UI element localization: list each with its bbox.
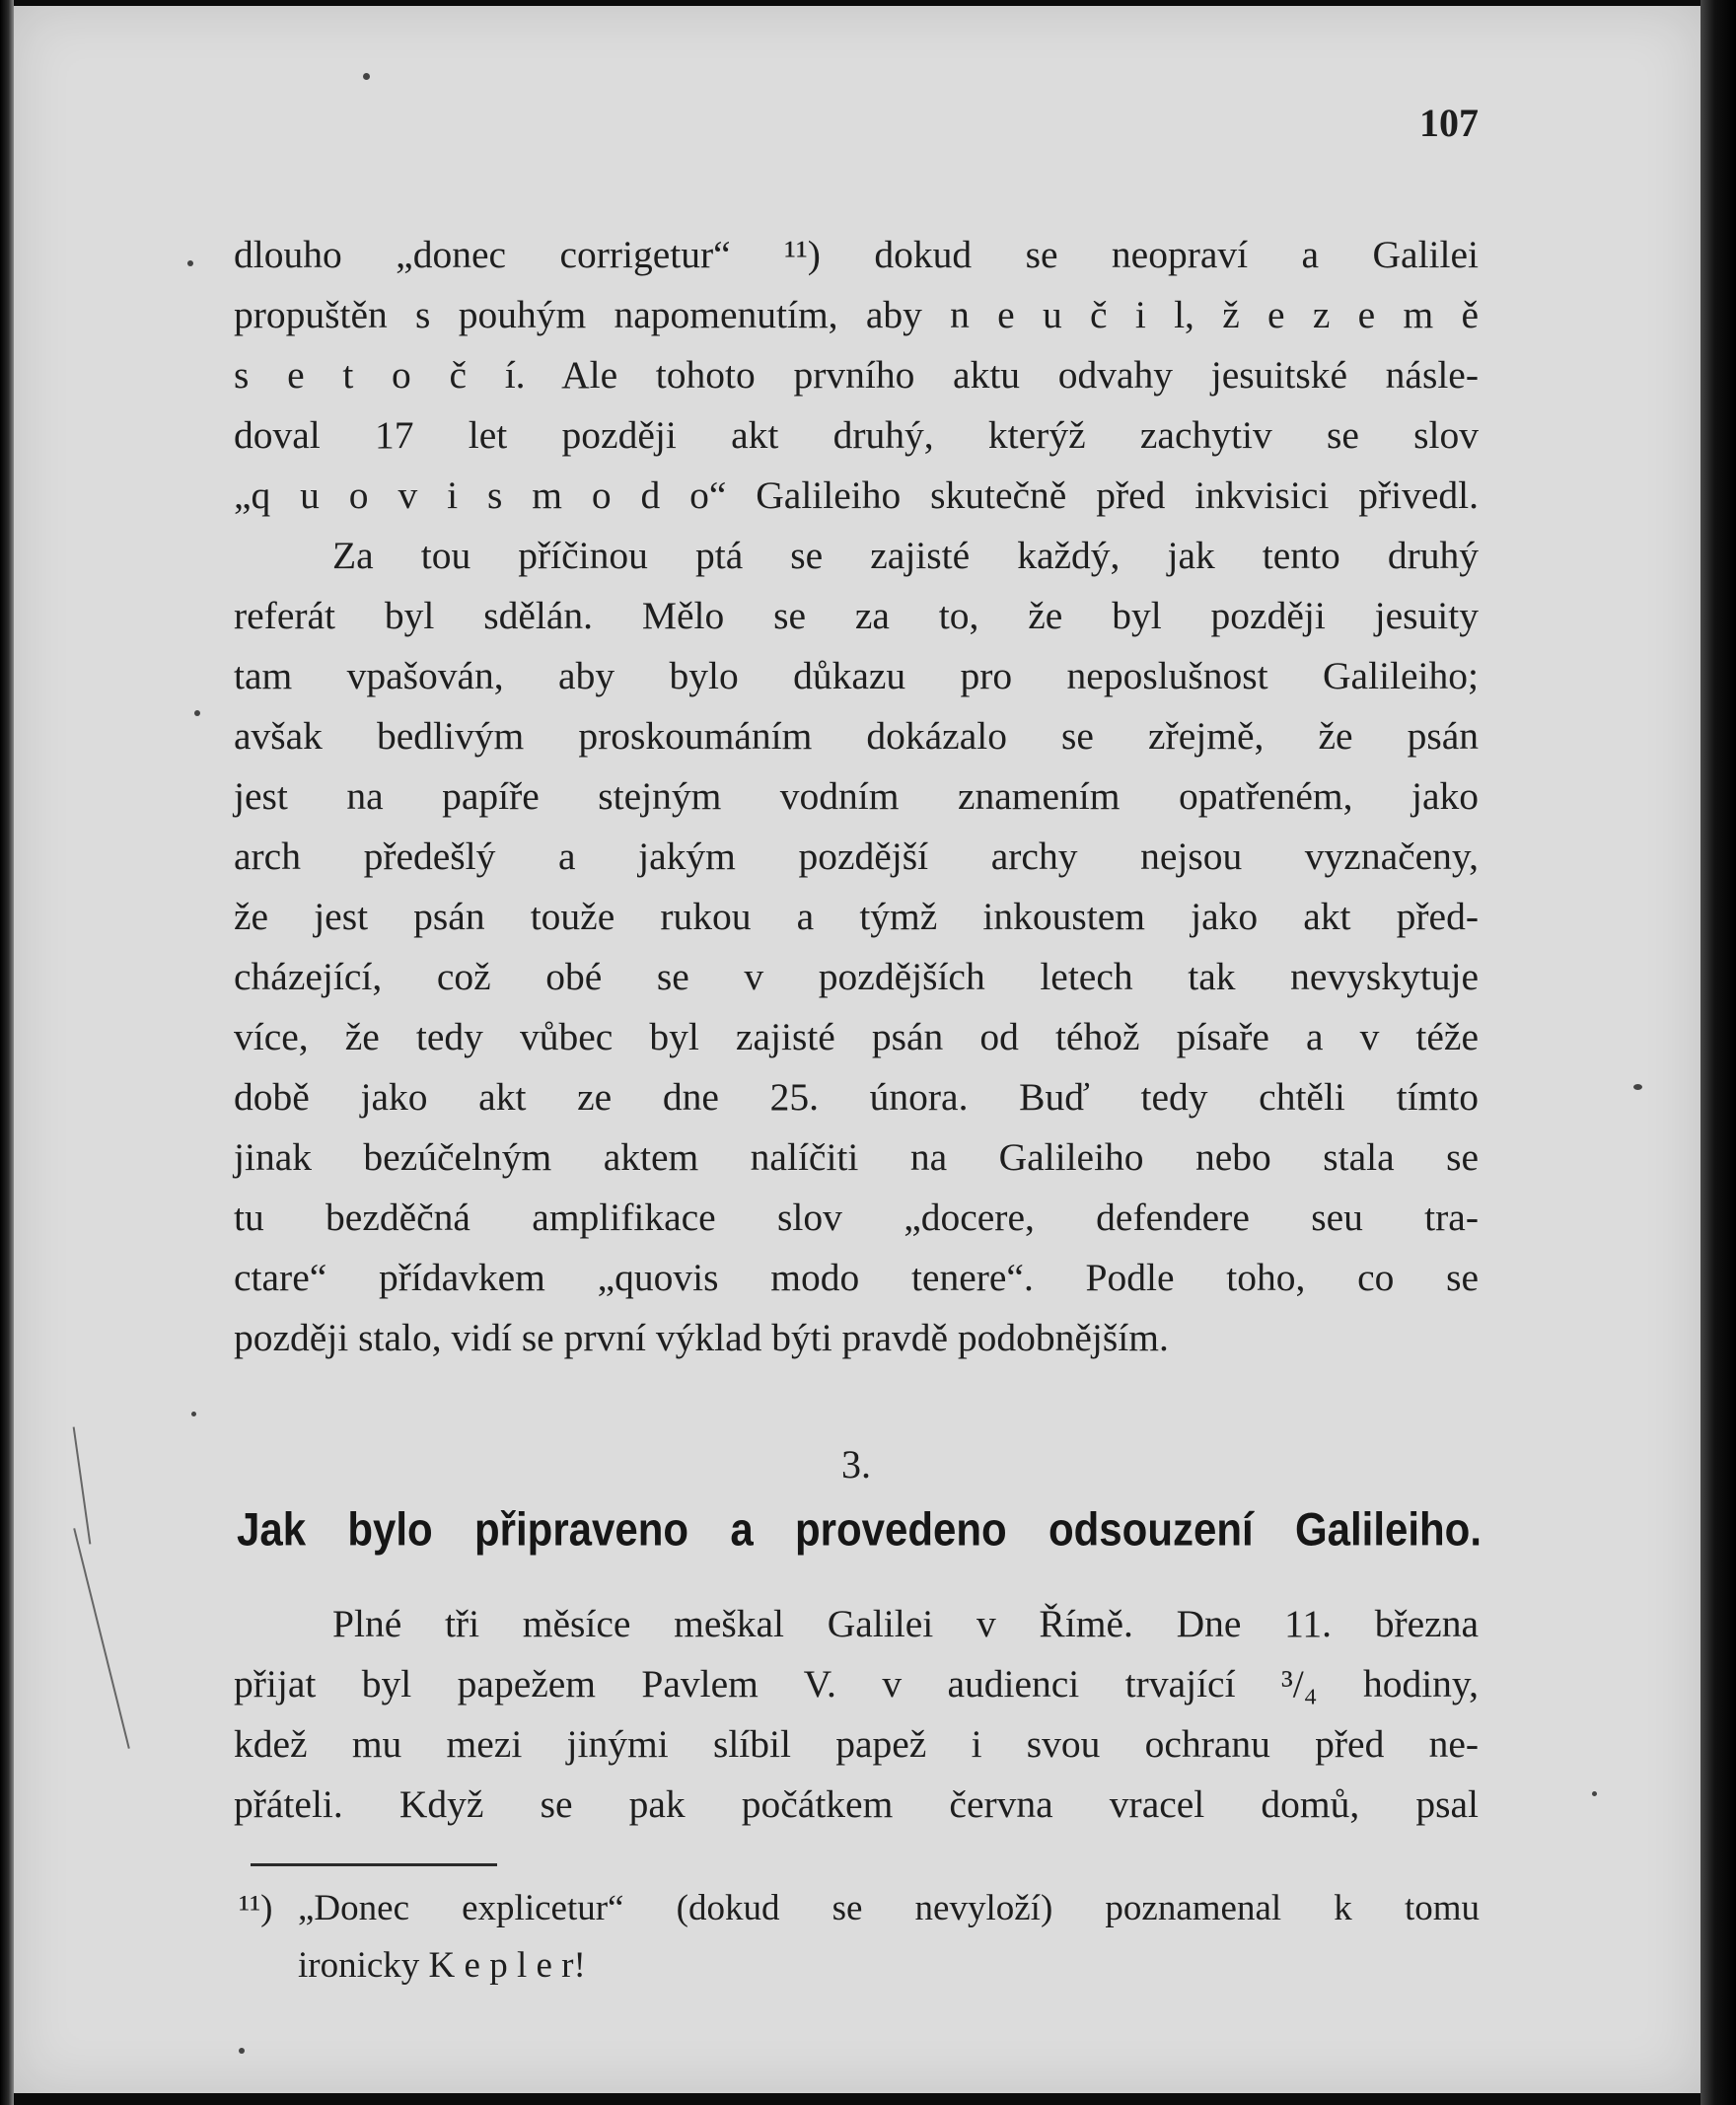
text-line: s e t o č í. Ale tohoto prvního aktu odvahy jesuitské násle-: [234, 353, 1479, 397]
text-line: avšak bedlivým proskoumáním dokázalo se zřejmě, že psán: [234, 714, 1479, 758]
text-line: přáteli. Když se pak počátkem června vracel domů, psal: [234, 1782, 1479, 1826]
text-line: přijat byl papežem Pavlem V. v audienci trvající ³/₄ hodiny,: [234, 1662, 1479, 1706]
page-number: 107: [1419, 101, 1479, 145]
text-line: více, že tedy vůbec byl zajisté psán od téhož písaře a v téže: [234, 1015, 1479, 1058]
text-line: Za tou příčinou ptá se zajisté každý, jak tento druhý: [332, 534, 1479, 577]
section-number: 3.: [841, 1442, 871, 1487]
text-line: jest na papíře stejným vodním znamením opatřeném, jako: [234, 774, 1479, 818]
speck: [191, 1412, 196, 1416]
text-line: doval 17 let později akt druhý, kterýž zachytiv se slov: [234, 413, 1479, 457]
speck: [1592, 1791, 1597, 1796]
scratch-mark: [73, 1426, 92, 1544]
text-line: arch předešlý a jakým pozdější archy nejsou vyznačeny,: [234, 835, 1479, 878]
text-line: referát byl sdělán. Mělo se za to, že byl později jesuity: [234, 594, 1479, 637]
speck: [363, 73, 370, 80]
footnote-line: ironicky K e p l e r!: [298, 1945, 586, 1986]
footnote-marker: ¹¹): [239, 1888, 273, 1928]
speck: [187, 260, 193, 266]
speck: [194, 710, 200, 716]
footnote-separator: [251, 1863, 497, 1866]
book-spine-shadow: [0, 0, 14, 2105]
body-text-bottom: [234, 1594, 1479, 1835]
text-line: ctare“ přídavkem „quovis modo tenere“. Podle toho, co se: [234, 1256, 1479, 1299]
page-right-edge-shadow: [1700, 0, 1736, 2105]
section-heading: Jak bylo připraveno a provedeno odsouzení Galileiho.: [237, 1503, 1482, 1556]
text-line: dlouho „donec corrigetur“ ¹¹) dokud se neopraví a Galilei: [234, 233, 1479, 276]
body-text-top: [234, 225, 1479, 1368]
text-line: době jako akt ze dne 25. února. Buď tedy chtěli tímto: [234, 1075, 1479, 1119]
text-line: jinak bezúčelným aktem nalíčiti na Galileiho nebo stala se: [234, 1135, 1479, 1179]
speck: [239, 2048, 245, 2054]
text-line: Plné tři měsíce meškal Galilei v Římě. Dne 11. března: [332, 1602, 1479, 1645]
text-line: že jest psán touže rukou a týmž inkoustem jako akt před-: [234, 895, 1479, 938]
text-line: tu bezděčná amplifikace slov „docere, defendere seu tra-: [234, 1196, 1479, 1239]
speck: [1633, 1084, 1642, 1090]
scratch-mark: [73, 1528, 130, 1749]
text-line: později stalo, vidí se první výklad býti pravdě podobnějším.: [234, 1316, 1169, 1359]
book-page: [14, 6, 1700, 2093]
text-line: tam vpašován, aby bylo důkazu pro neposlušnost Galileiho;: [234, 654, 1479, 697]
footnote-line: „Donec explicetur“ (dokud se nevyloží) poznamenal k tomu: [298, 1888, 1480, 1928]
text-line: „q u o v i s m o d o“ Galileiho skutečně před inkvisici přivedl.: [234, 473, 1479, 517]
footnote: [239, 1880, 1480, 1995]
text-line: kdež mu mezi jinými slíbil papež i svou ochranu před ne-: [234, 1722, 1479, 1766]
text-line: propuštěn s pouhým napomenutím, aby n e u č i l, ž e z e m ě: [234, 293, 1479, 336]
text-line: cházející, což obé se v pozdějších letech tak nevyskytuje: [234, 955, 1479, 998]
